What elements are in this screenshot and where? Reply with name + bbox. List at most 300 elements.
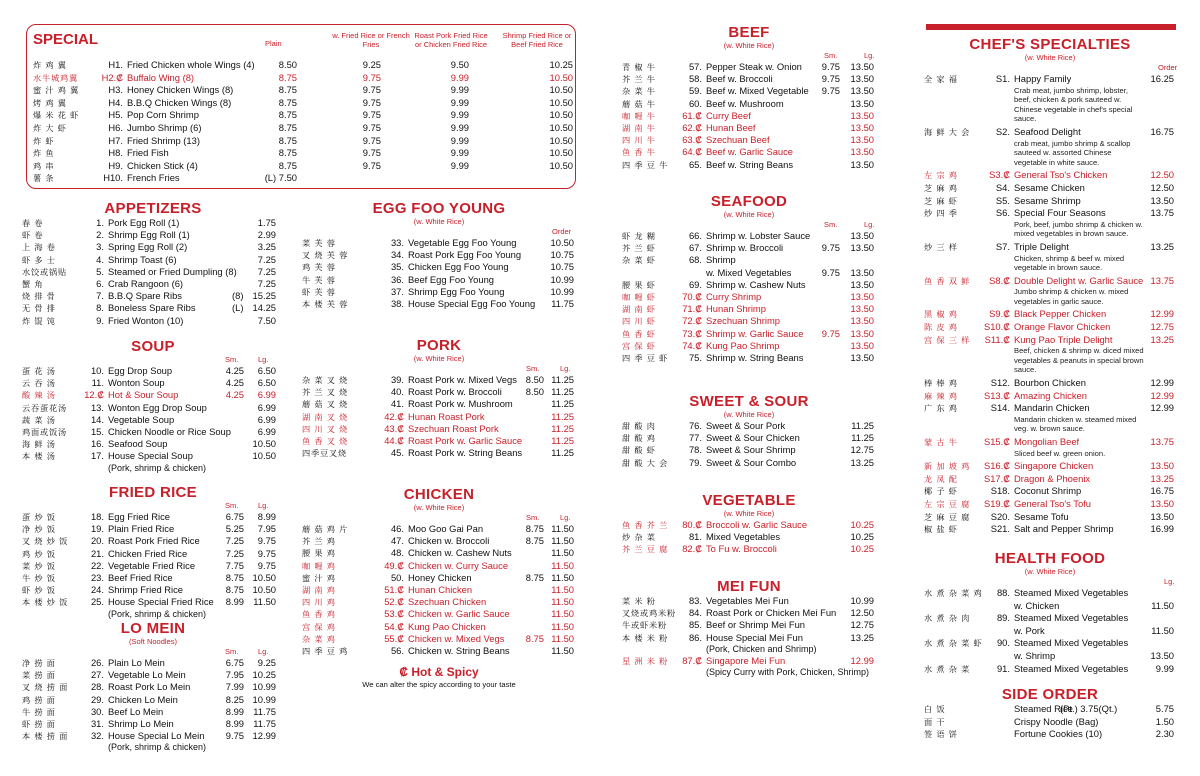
item-chinese: 炸 大 虾: [33, 122, 67, 133]
item-price-large: 11.25: [551, 410, 574, 422]
item-price-small: 7.25: [225, 535, 244, 547]
item-price: 10.50: [549, 121, 573, 133]
item-name: w. Shrimp: [1014, 649, 1056, 661]
item-price: 16.75: [1150, 125, 1174, 137]
item-name: Curry Shrimp: [706, 290, 762, 302]
item-chinese: 腰 果 虾: [622, 279, 656, 290]
item-price: 8.50: [278, 59, 297, 70]
item-number: 89.: [996, 612, 1010, 624]
item-chinese: 本 楼 汤: [22, 451, 56, 462]
table-row: [22, 523, 284, 535]
table-row: [924, 728, 1176, 741]
chicken-section: [302, 486, 576, 689]
item-price-large: 6.99: [257, 389, 276, 401]
chefs-description: Pork, beef, jumbo shrimp & chicken w. mixed vegetables in brown sauce.: [1014, 219, 1143, 239]
item-number: H8.: [108, 147, 123, 159]
table-row: [33, 172, 569, 185]
table-row: [302, 621, 576, 633]
item-price: 10.50: [549, 159, 573, 171]
item-chinese: 虾 龙 糊: [622, 231, 656, 241]
table-row: [302, 249, 576, 261]
item-price-large: 13.50: [850, 109, 874, 121]
table-row: [33, 71, 573, 85]
item-name: House Special Fried Rice: [108, 596, 214, 608]
item-chinese: 陈 皮 鸡: [924, 322, 958, 333]
table-row: [622, 303, 876, 315]
item-number: 15.: [90, 425, 104, 437]
header-1: Lg.: [1164, 577, 1175, 586]
item-name: Sweet & Sour Combo: [706, 456, 797, 468]
item-chinese: 芥 兰 虾: [622, 243, 656, 254]
item-price: 9.25: [362, 59, 381, 70]
item-portion: (8): [232, 290, 244, 302]
item-price-large: 13.50: [850, 242, 874, 254]
item-number: 29.: [90, 693, 104, 705]
item-price: 8.75: [278, 121, 297, 133]
item-price: 9.99: [1155, 662, 1174, 674]
item-number: 86.: [688, 631, 702, 643]
eggfoo-subtitle: (w. White Rice): [413, 217, 465, 226]
table-row: [924, 637, 1176, 650]
item-chinese: 叉 烧 芙 蓉: [302, 250, 349, 261]
pork-title: PORK: [416, 337, 462, 354]
item-name: Shrimp Egg Roll (1): [108, 229, 190, 241]
item-chinese: 湖 南 牛: [622, 122, 656, 133]
item-price: 9.99: [450, 109, 469, 121]
table-row: [22, 657, 284, 669]
item-price: (L) 7.50: [264, 172, 297, 184]
beef-title: BEEF: [728, 24, 770, 41]
item-chinese: 鱼 香 双 鲜: [924, 275, 971, 286]
item-number: 64.₡: [682, 146, 702, 158]
item-name: Seafood Delight: [1014, 125, 1081, 137]
item-price: 9.99: [450, 159, 469, 171]
item-price-large: 7.95: [257, 523, 276, 535]
table-row: [33, 134, 573, 148]
item-name: Curry Beef: [706, 109, 751, 121]
table-row: [622, 98, 876, 110]
item-price: 9.75: [362, 159, 381, 171]
item-name: Moo Goo Gai Pan: [408, 523, 484, 534]
table-row: [302, 572, 576, 584]
item-chinese: 虾 炒 饭: [22, 585, 56, 596]
item-chinese: 鱼 香 芥 兰: [622, 520, 669, 530]
chefs-section: [924, 36, 1176, 536]
item-number: 4.: [96, 253, 104, 265]
table-row: [924, 650, 1176, 663]
item-chinese: 海 鲜 大 会: [924, 126, 971, 137]
item-name: Shrimp Fried Rice: [108, 584, 184, 596]
item-name: Roast Pork Lo Mein: [108, 681, 191, 693]
item-name: Szechuan Roast Pork: [408, 422, 499, 434]
item-number: 62.₡: [682, 121, 702, 133]
item-chinese: 芝 麻 虾: [924, 195, 958, 206]
item-name: Egg Fried Rice: [108, 511, 171, 522]
item-number: 63.₡: [682, 134, 702, 146]
item-number: 18.: [90, 511, 104, 522]
item-price: 12.75: [1150, 321, 1174, 333]
table-row: [622, 595, 876, 607]
item-price-large: 13.50: [850, 134, 874, 146]
item-chinese: 湖 南 虾: [622, 304, 656, 315]
item-chinese: 菜 捞 面: [22, 670, 56, 681]
item-name: Chicken Fried Rice: [108, 547, 188, 559]
item-number: 28.: [90, 681, 104, 693]
item-chinese: 上 海 卷: [22, 242, 56, 253]
item-price-large: 11.50: [253, 596, 276, 608]
item-price: 9.75: [362, 84, 381, 96]
table-row: [22, 377, 284, 389]
item-chinese: 芥 兰 鸡: [302, 536, 336, 547]
item-price: 12.99: [1150, 308, 1174, 320]
item-price-small: 8.75: [225, 571, 244, 583]
item-name: Buffalo Wing (8): [127, 71, 195, 83]
item-chinese: 菜 芙 蓉: [302, 238, 336, 248]
item-price-large: 11.50: [551, 571, 574, 583]
item-chinese: 牛 炒 饭: [22, 572, 56, 583]
item-chinese: 菜 炒 饭: [22, 560, 56, 571]
health-section: [924, 550, 1176, 675]
item-price: 10.50: [549, 109, 573, 121]
item-name: Sesame Shrimp: [1014, 194, 1081, 206]
item-chinese: 水 煮 杂 菜: [924, 663, 971, 674]
item-price: 9.75: [362, 71, 381, 83]
item-price: 11.50: [1151, 599, 1174, 611]
item-price-large: 11.25: [551, 374, 574, 385]
item-number: S1.: [995, 73, 1010, 84]
table-row: [924, 402, 1176, 415]
item-price: 1.50: [1155, 715, 1174, 727]
friedrice-note: (Pork, shrimp & chicken): [108, 608, 207, 619]
header-2: Lg.: [864, 51, 875, 60]
table-row: [622, 444, 876, 456]
item-name: B.B.Q Spare Ribs: [108, 290, 182, 302]
chefs-title: CHEF'S SPECIALTIES: [969, 36, 1131, 53]
item-price: 10.99: [550, 285, 574, 297]
item-number: 30.: [90, 705, 104, 717]
item-name: Beef Lo Mein: [108, 705, 164, 717]
table-row: [22, 229, 284, 241]
item-chinese: 蔬 菜 汤: [22, 414, 56, 425]
item-price-large: 6.99: [257, 401, 276, 413]
item-number: 60.: [688, 97, 702, 109]
item-name: General Tso's Chicken: [1014, 169, 1108, 181]
soup-section: [22, 338, 284, 474]
item-name: Sweet & Sour Shrimp: [706, 444, 796, 456]
table-row: [622, 543, 876, 555]
item-price: 12.50: [1150, 169, 1174, 181]
item-name: w. Mixed Vegetables: [706, 266, 792, 278]
table-row: [302, 286, 576, 298]
meifun-section: [622, 578, 876, 678]
table-row: [924, 473, 1176, 486]
item-price-large: 13.50: [850, 97, 874, 109]
item-number: 75.: [688, 351, 702, 363]
item-number: 56.: [390, 644, 404, 656]
item-chinese: 本 楼 芙 蓉: [302, 298, 349, 309]
item-price: 13.25: [1150, 240, 1174, 252]
item-price-small: 5.25: [225, 523, 244, 535]
item-price-large: 13.50: [850, 303, 874, 315]
item-number: 1.: [96, 217, 104, 228]
item-chinese: 蛋 花 汤: [22, 366, 56, 376]
item-number: 50.: [390, 571, 404, 583]
table-row: [622, 352, 876, 364]
item-price: 11.25: [851, 432, 874, 444]
header-1: Sm.: [225, 501, 239, 510]
item-name: Chicken w. Garlic Sauce: [408, 608, 510, 620]
beef-section: [622, 24, 876, 171]
item-chinese: 薯 条: [33, 173, 55, 184]
meifun-title: MEI FUN: [717, 578, 781, 595]
item-name: Plain Lo Mein: [108, 657, 165, 668]
eggfoo-title: EGG FOO YOUNG: [372, 200, 506, 217]
item-price-small: 6.75: [225, 657, 244, 668]
table-row: [302, 645, 576, 657]
item-price-large: 13.50: [850, 266, 874, 278]
item-chinese: 鱼 香 牛: [622, 147, 656, 158]
item-name: Sesame Chicken: [1014, 181, 1085, 193]
table-row: [622, 110, 876, 122]
table-row: [622, 267, 876, 279]
item-price-small: 4.25: [225, 365, 244, 376]
item-name: Shrimp: [706, 254, 736, 266]
item-name: Shrimp w. Lobster Sauce: [706, 230, 811, 241]
table-row: [622, 315, 876, 327]
item-number: 85.: [688, 619, 702, 631]
item-name: Spring Egg Roll (2): [108, 241, 188, 253]
header-1: Sm.: [824, 220, 838, 229]
item-price-small: 7.95: [225, 669, 244, 681]
item-chinese: 蒙 古 牛: [924, 437, 958, 447]
item-name: Orange Flavor Chicken: [1014, 321, 1111, 333]
table-row: [924, 73, 1176, 86]
table-row: [22, 730, 284, 742]
item-chinese: 椒 盐 虾: [924, 524, 958, 535]
table-row: [622, 531, 876, 543]
table-row: [622, 85, 876, 97]
item-number: 36.: [390, 273, 404, 285]
item-number: 74.₡: [682, 339, 702, 351]
chefs-column-headers: [924, 63, 1176, 73]
item-name: Happy Family: [1014, 73, 1072, 84]
item-chinese: 面 干: [924, 716, 946, 727]
soup-title: SOUP: [131, 338, 175, 355]
item-number: 35.: [390, 261, 404, 273]
item-price-large: 11.50: [551, 583, 574, 595]
item-price-large: 10.99: [252, 681, 276, 693]
item-price-large: 11.50: [551, 523, 574, 534]
item-price-large: 13.50: [850, 121, 874, 133]
item-name: Chicken w. Curry Sauce: [408, 559, 509, 571]
table-row: [302, 560, 576, 572]
friedrice-section: [22, 484, 284, 620]
item-name: Special Four Seasons: [1014, 207, 1106, 219]
item-number: 23.: [90, 571, 104, 583]
item-number: 79.: [688, 456, 702, 468]
item-chinese: 爆 米 花 虾: [33, 110, 80, 121]
item-number: 40.: [390, 386, 404, 398]
item-price: 8.75: [278, 71, 297, 83]
item-price-small: 8.25: [225, 693, 244, 705]
lomein-section: [22, 620, 284, 753]
table-row: [302, 237, 576, 249]
item-number: 55.₡: [384, 632, 404, 644]
item-name: Beef Egg Foo Young: [408, 273, 495, 285]
header-1: Order: [552, 227, 572, 236]
item-price-large: 10.25: [252, 669, 276, 681]
special-header-pork-rice: Roast Pork Fried Rice or Chicken Fried Rice: [414, 31, 488, 49]
table-row: [622, 340, 876, 352]
eggfoo-column-headers: [302, 227, 576, 237]
pork-subtitle: (w. White Rice): [413, 354, 465, 363]
item-price: 10.25: [850, 543, 874, 555]
item-price-large: 9.75: [257, 535, 276, 547]
item-name: Roast Pork w. Mushroom: [408, 398, 513, 410]
item-price: 9.50: [450, 59, 469, 70]
item-price: 10.50: [549, 71, 573, 83]
table-row: [924, 241, 1176, 254]
table-row: [924, 321, 1176, 334]
table-row: [33, 159, 573, 173]
table-row: [302, 435, 576, 447]
table-row: [924, 511, 1176, 524]
item-number: 39.: [390, 374, 404, 385]
chefs-subtitle: (w. White Rice): [1024, 53, 1076, 62]
item-price: 10.99: [550, 273, 574, 285]
item-price-small: 4.25: [225, 377, 244, 389]
item-number: 61.₡: [682, 109, 702, 121]
item-name: Vegetable Lo Mein: [108, 669, 186, 681]
item-number: 83.: [688, 595, 702, 606]
item-price: 9.99: [450, 96, 469, 108]
item-price: 7.25: [257, 253, 276, 265]
item-chinese: 四 川 叉 烧: [302, 423, 349, 434]
item-price: 12.75: [850, 444, 874, 456]
table-row: [622, 420, 876, 432]
item-chinese: 麻 辣 鸡: [924, 390, 958, 401]
item-chinese: 鸡面或饭汤: [22, 426, 67, 437]
lomein-subtitle: (Soft Noodles): [129, 637, 177, 646]
item-chinese: 烧 排 骨: [22, 291, 56, 302]
item-chinese: 炸 鸡 翼: [33, 60, 67, 70]
item-price-large: 13.50: [850, 158, 874, 170]
item-name: Roast Pork w. Broccoli: [408, 386, 502, 398]
item-chinese: 炒 四 季: [924, 208, 958, 219]
item-price: 10.50: [550, 237, 574, 248]
item-price: 13.75: [1150, 274, 1174, 286]
table-row: [622, 432, 876, 444]
pork-section: [302, 337, 576, 459]
chefs-description: Jumbo shrimp & chicken w. mixed vegetables in garlic sauce.: [1014, 287, 1129, 306]
table-row: [622, 159, 876, 171]
item-chinese: 咖 喱 虾: [622, 291, 656, 302]
table-row: [33, 59, 573, 72]
item-chinese: 炸 虾: [33, 135, 55, 146]
item-name: Steamed Rice: [1014, 703, 1073, 714]
item-number: 43.₡: [384, 422, 404, 434]
item-name: Vegetable Soup: [108, 413, 175, 425]
table-row: [302, 535, 576, 547]
item-price: 9.99: [450, 147, 469, 159]
item-chinese: 鱼 香 叉 烧: [302, 435, 349, 446]
item-name: House Special Lo Mein: [108, 730, 205, 742]
item-price-large: 6.50: [257, 365, 276, 376]
item-number: S15.₡: [983, 436, 1010, 447]
item-chinese: 鸡 芙 蓉: [302, 262, 336, 273]
item-number: 51.₡: [384, 583, 404, 595]
item-number: 20.: [90, 535, 104, 547]
item-chinese: 芥 兰 叉 烧: [302, 387, 349, 398]
chef-top-rule: [926, 24, 1176, 30]
item-number: 27.: [90, 669, 104, 681]
item-price-large: 12.99: [252, 730, 276, 742]
item-number: 31.: [90, 717, 104, 729]
table-row: [22, 572, 284, 584]
item-price: 13.50: [1150, 649, 1174, 661]
item-price: 13.75: [1150, 436, 1174, 447]
item-chinese: 签 语 饼: [924, 729, 958, 740]
item-chinese: 云 吞 汤: [22, 378, 56, 389]
item-number: 2.: [96, 229, 104, 241]
item-price: 9.75: [362, 134, 381, 146]
pork-column-headers: [302, 364, 576, 374]
item-name: Beef w. Garlic Sauce: [706, 146, 794, 158]
table-row: [924, 716, 1176, 729]
header-1: Order: [1158, 63, 1178, 72]
table-row: [22, 584, 284, 596]
table-row: [33, 96, 573, 110]
table-row: [924, 587, 1176, 600]
item-number: 47.: [390, 535, 404, 547]
item-number: 3.: [96, 241, 104, 253]
item-number: S13.₡: [983, 389, 1010, 401]
item-chinese: 杂 菜 叉 烧: [302, 375, 349, 385]
table-row: [33, 121, 573, 135]
chicken-title: CHICKEN: [403, 486, 475, 503]
item-number: H3.: [108, 84, 123, 96]
item-number: S2.: [995, 125, 1010, 137]
table-row: [22, 290, 284, 302]
item-number: 12.₡: [84, 389, 104, 401]
table-row: [924, 169, 1176, 182]
item-name: Mandarin Chicken: [1014, 402, 1090, 414]
item-price-small: 8.75: [525, 535, 544, 547]
table-row: [924, 703, 1176, 716]
friedrice-column-headers: [22, 501, 284, 511]
item-number: 45.: [390, 447, 404, 459]
table-row: [22, 511, 284, 523]
item-name: Vegetable Fried Rice: [108, 559, 196, 571]
item-number: 34.: [390, 249, 404, 261]
item-name: Roast Pork or Chicken Mei Fun: [706, 607, 837, 619]
item-number: S18.: [990, 485, 1010, 497]
item-price-large: 9.75: [257, 547, 276, 559]
table-row: [622, 61, 876, 73]
item-price: 10.50: [549, 134, 573, 146]
item-name: Sweet & Sour Chicken: [706, 432, 800, 444]
item-price-large: 13.50: [850, 230, 874, 241]
item-name: Vegetables Mei Fun: [706, 595, 789, 606]
item-name: Chicken Egg Foo Young: [408, 261, 509, 273]
table-row: [302, 447, 576, 459]
seafood-subtitle: (w. White Rice): [723, 210, 775, 219]
item-number: 26.: [90, 657, 104, 668]
item-name: Roast Pork w. Mixed Vegs: [408, 374, 517, 385]
item-name: Kung Pao Chicken: [408, 620, 486, 632]
item-price: 11.50: [1151, 624, 1174, 636]
item-name: Chicken Lo Mein: [108, 693, 178, 705]
